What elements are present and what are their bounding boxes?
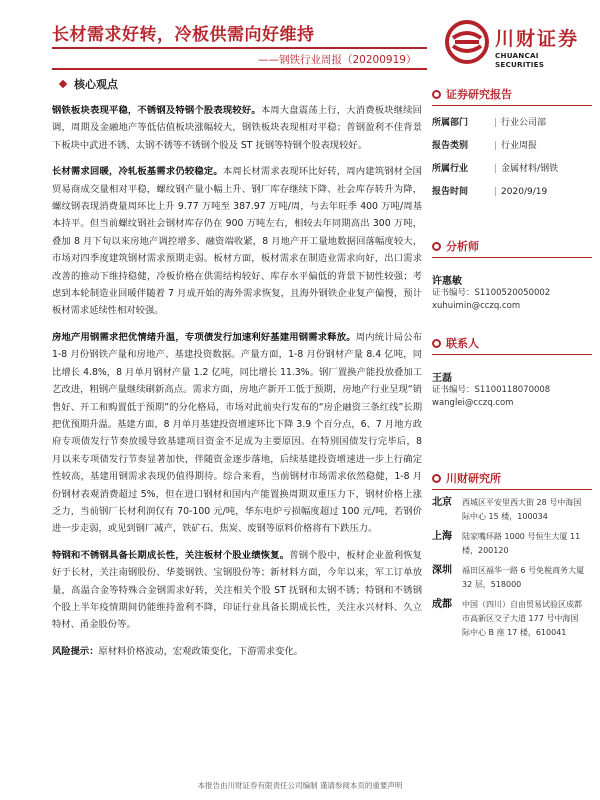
paragraph-lead: 钢铁板块表现平稳，不锈钢及特钢个股表现较好。 (52, 105, 261, 116)
paragraph-body: 周内统计局公布 1-8 月份钢铁产量和房地产、基建投资数据。产量方面，1-8 月份钢材产量 8.4 亿吨，同比增长 4.8%，8 月单月钢材产量 1.2 亿吨，同比增长 11.3%。钢厂置换产能投放叠加工艺改进，粗钢产量继续刷新高点。需求方面，房地产新开工低于预期，房地产行业呈现“销售好、开工和购置低于预期”的分化格局，市场对此前央行发布的“房企融资三条红线”长期把优预期升温。基建方面，8 月单月基建投资增速环比下降 3.9 个百分点，6、7 月地方政府专项债发行节奏放缓导致基建项目资金不足成为主要原因。在特别国债发行完毕后，8 月以来专项债发行节奏显著加快，伴随资金逐步落地，后续基建投资增速进一步上行确定性较高，基建用钢需求表现仍值得期待。综合来看，当前钢材市场需求依然稳健，1-8 月份钢材表观消费超过 5%，但在进口钢材和国内产能置换周期双重压力下，钢材价格上涨乏力，当前钢厂长材利润仅有 70-100 元/吨，华东电炉亏损幅度超过 100 元/吨，若钢价进一步走弱，或见到钢厂减产，铁矿石、焦炭、废钢等原料价格将有下跌压力。 (52, 331, 422, 535)
paragraph-sector-performance (52, 102, 422, 154)
core-views-heading (52, 76, 422, 92)
office-city: 上海 (432, 531, 452, 542)
report-subtitle: ——钢铁行业周报（20200919） (258, 54, 417, 66)
circle-bullet-icon (432, 339, 441, 348)
logo-english-name: CHUANCAI SECURITIES (495, 51, 545, 69)
paragraph-lead: 房地产用钢需求把优情绪升温，专项债发行加速利好基建用钢需求释放。 (52, 331, 356, 343)
title-divider (52, 47, 427, 49)
chuancai-logo-icon (445, 20, 489, 64)
analyst-title: 分析师 (446, 240, 479, 253)
paragraph-lead: 长材需求回暖，冷轧板基需求仍较稳定。 (52, 166, 223, 178)
circle-bullet-icon (432, 474, 441, 483)
office-address: 陆家嘴环路 1000 号恒生大厦 11 楼，200120 (462, 532, 581, 555)
paragraph-lead: 特钢和不锈钢具备长期成长性，关注板材个股业绩恢复。 (52, 549, 290, 561)
info-value: 2020/9/19 (501, 187, 548, 197)
contact-heading (432, 335, 592, 355)
office-shanghai (432, 530, 592, 558)
paragraph-body: 本周长材需求表现环比好转，周内建筑钢材全国贸易商成交量相对平稳，螺纹钢产量小幅上升、钢厂库存继续下降、社会库存转升为降，螺纹钢表现消费量周环比上升 9.77 万吨至 387.97 万吨/周，与去年旺季 400 万吨/周基本持平。但当前螺纹钢社会钢材库存仍在 900 万吨左右，相较去年同期高出 300 万吨，叠加 8 月下旬以来房地产调控增多、融资端收紧，8 月地产开工量地数据回落幅度较大，市场对四季度建筑钢材需求预期走弱。板材方面，板材需求在制造业需求向好，出口需求改善的推动下维持稳健，冷板价格在供需结构较好、库存水平偏低的背景下韧性较强；考虑到本轮制造业回暖伴随着 7 月成开始的海外需求恢复，且海外钢铁企业复产偏慢，预计板材需求延续性相对较强。 (52, 166, 422, 317)
office-city: 北京 (432, 497, 452, 508)
sidebar (432, 86, 592, 646)
info-row-industry (432, 158, 592, 181)
institute-heading (432, 470, 592, 490)
circle-bullet-icon (432, 242, 441, 251)
divider: | (494, 118, 498, 128)
divider: | (494, 187, 498, 197)
paragraph-special-steel (52, 547, 422, 634)
office-city: 深圳 (432, 565, 452, 576)
subtitle-divider (52, 68, 427, 70)
office-address: 福田区福华一路 6 号免税商务大厦 32 层，518000 (462, 566, 585, 589)
office-beijing (432, 496, 592, 524)
divider: | (494, 141, 498, 151)
report-title: 长材需求好转，冷板供需向好维持 (52, 25, 315, 45)
core-views-title: 核心观点 (74, 78, 118, 91)
info-key: 所属部门 (432, 118, 469, 128)
paragraph-body: 本周大盘震荡上行，大消费板块继续回调，周期及金融地产等低估值板块涨幅较大，钢铁板块表现相对平稳；普钢盈利不佳背景下板块中武进不锈、太钢不锈等不锈钢个股及 ST 抚钢等特钢个股表现较好。 (52, 105, 422, 151)
info-row-category (432, 135, 592, 158)
circle-bullet-icon (432, 90, 441, 99)
contact-email[interactable]: wanglei@cczq.com (432, 398, 514, 408)
office-city: 成都 (432, 599, 452, 610)
office-address: 中国（四川）自由贸易试验区成都市高新区交子大道 177 号中海国际中心 B 座 17 楼，610041 (462, 600, 582, 637)
info-key: 所属行业 (432, 164, 469, 174)
risk-body: 原材料价格波动，宏观政策变化，下游需求变化。 (98, 645, 304, 657)
analyst-name: 许惠敏 (432, 276, 462, 287)
page-footer: 本报告由川财证券有限责任公司编制 谨请参阅本页的重要声明 (197, 781, 403, 790)
divider: | (494, 164, 498, 174)
company-logo (445, 18, 585, 68)
info-value: 行业周报 (501, 141, 538, 151)
info-row-department (432, 112, 592, 135)
report-info-title: 证券研究报告 (446, 88, 512, 101)
office-shenzhen (432, 564, 592, 592)
paragraph-body: 普钢个股中，板材企业盈利恢复好于长材，关注南钢股份、华菱钢铁、宝钢股份等；新材料方面，今年以来，军工订单放量，高温合金等特殊合金钢需求好转，关注相关个股 ST 抚钢和太钢不锈；特钢和不锈钢个股上半年疫情期间仍能维持盈利不降，印证行业具备长期成长性，关注永兴材料、久立特材、甬金股份等。 (52, 549, 422, 631)
risk-warning (52, 643, 422, 660)
info-key: 报告类别 (432, 141, 469, 151)
risk-lead: 风险提示： (52, 645, 99, 657)
contact-cert: 证书编号：S1100118070008 (432, 385, 551, 395)
office-address: 西城区平安里西大街 28 号中海国际中心 15 楼，100034 (462, 498, 582, 521)
office-chengdu (432, 598, 592, 640)
diamond-bullet-icon (59, 80, 67, 88)
analyst-cert: 证书编号：S1100520050002 (432, 288, 551, 298)
contact-name: 王磊 (432, 373, 452, 384)
core-views-section (52, 76, 422, 669)
analyst-email[interactable]: xuhuimin@cczq.com (432, 301, 521, 311)
analyst-heading (432, 238, 592, 258)
info-key: 报告时间 (432, 187, 469, 197)
paragraph-long-products-demand (52, 163, 422, 320)
info-row-date (432, 181, 592, 204)
logo-chinese-name: 川财证券 (495, 28, 580, 50)
paragraph-property-infrastructure (52, 329, 422, 538)
report-info-heading (432, 86, 592, 106)
contact-title: 联系人 (446, 337, 479, 350)
info-value: 金属材料/钢铁 (501, 164, 559, 174)
info-value: 行业公司部 (501, 118, 547, 128)
institute-title: 川财研究所 (446, 472, 501, 485)
